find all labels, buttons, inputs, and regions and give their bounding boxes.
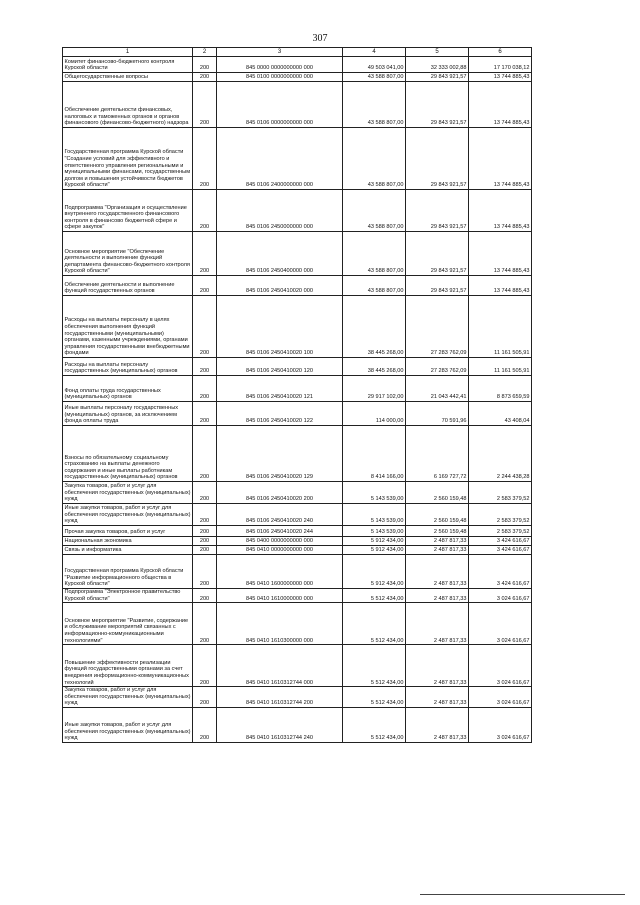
row-col2: 200	[193, 402, 217, 426]
table-row	[63, 707, 532, 742]
row-actual: 29 843 921,57	[406, 128, 469, 190]
row-col2: 200	[193, 687, 217, 708]
row-plan: 5 512 434,00	[343, 603, 406, 645]
header-col-1: 1	[63, 48, 193, 57]
row-col2: 200	[193, 358, 217, 376]
table-row	[63, 426, 532, 482]
row-actual: 2 560 159,48	[406, 482, 469, 504]
row-col2: 200	[193, 555, 217, 589]
row-plan: 49 503 041,00	[343, 57, 406, 73]
row-name: Государственная программа Курской области "Развитие информационного общества в Курской области"	[63, 555, 193, 589]
row-remaining: 3 024 616,67	[469, 603, 532, 645]
row-remaining: 17 170 038,12	[469, 57, 532, 73]
table-row	[63, 555, 532, 589]
row-col2: 200	[193, 426, 217, 482]
row-col2: 200	[193, 603, 217, 645]
row-code: 845 0106 2400000000 000	[217, 128, 343, 190]
table-row	[63, 645, 532, 687]
row-plan: 5 912 434,00	[343, 537, 406, 546]
header-col-4: 4	[343, 48, 406, 57]
row-actual: 2 487 817,33	[406, 589, 469, 603]
row-name: Связь и информатика	[63, 546, 193, 555]
row-name: Основное мероприятие "Обеспечение деятельности и выполнение функций департамента финансово-бюджетного контроля Курской области"	[63, 232, 193, 276]
row-remaining: 11 161 505,91	[469, 296, 532, 358]
row-col2: 200	[193, 645, 217, 687]
row-plan: 8 414 166,00	[343, 426, 406, 482]
row-plan: 5 512 434,00	[343, 645, 406, 687]
page-number: 307	[312, 33, 328, 44]
table-row	[63, 73, 532, 82]
row-name: Расходы на выплаты персоналу в целях обеспечения выполнения функций государственными (муниципальными) органами, казенными учреждениями, органами управления государственными внебюджетными фондами	[63, 296, 193, 358]
row-name: Общегосударственные вопросы	[63, 73, 193, 82]
row-actual: 2 560 159,48	[406, 526, 469, 537]
row-actual: 2 487 817,33	[406, 687, 469, 708]
row-plan: 38 445 268,00	[343, 358, 406, 376]
row-col2: 200	[193, 546, 217, 555]
table-row	[63, 190, 532, 232]
table-row	[63, 603, 532, 645]
row-plan: 43 588 807,00	[343, 276, 406, 296]
row-col2: 200	[193, 73, 217, 82]
row-plan: 5 512 434,00	[343, 687, 406, 708]
row-actual: 29 843 921,57	[406, 73, 469, 82]
table-row	[63, 687, 532, 708]
row-actual: 29 843 921,57	[406, 82, 469, 128]
row-code: 845 0106 2450000000 000	[217, 190, 343, 232]
row-code: 845 0106 2450410020 122	[217, 402, 343, 426]
row-code: 845 0106 2450410020 000	[217, 276, 343, 296]
row-plan: 29 917 102,00	[343, 376, 406, 402]
table-row	[63, 526, 532, 537]
row-code: 845 0106 2450410020 129	[217, 426, 343, 482]
row-remaining: 2 244 438,28	[469, 426, 532, 482]
row-plan: 5 912 434,00	[343, 555, 406, 589]
header-col-5: 5	[406, 48, 469, 57]
row-code: 845 0106 2450410020 240	[217, 504, 343, 526]
row-actual: 70 591,96	[406, 402, 469, 426]
row-col2: 200	[193, 589, 217, 603]
row-name: Расходы на выплаты персоналу государственных (муниципальных) органов	[63, 358, 193, 376]
table-row	[63, 358, 532, 376]
row-remaining: 3 424 616,67	[469, 555, 532, 589]
row-code: 845 0410 1610312744 000	[217, 645, 343, 687]
table-row	[63, 546, 532, 555]
row-remaining: 11 161 505,91	[469, 358, 532, 376]
row-code: 845 0106 2450410020 100	[217, 296, 343, 358]
row-code: 845 0400 0000000000 000	[217, 537, 343, 546]
row-name: Комитет финансово-бюджетного контроля Курской области	[63, 57, 193, 73]
row-plan: 5 143 539,00	[343, 482, 406, 504]
table-row	[63, 128, 532, 190]
row-actual: 27 283 762,09	[406, 358, 469, 376]
table-row	[63, 376, 532, 402]
row-name: Взносы по обязательному социальному страхованию на выплаты денежного содержания и иные выплаты работникам государственных (муниципальных) органов	[63, 426, 193, 482]
row-remaining: 3 424 616,67	[469, 546, 532, 555]
table-row	[63, 57, 532, 73]
row-name: Иные закупки товаров, работ и услуг для обеспечения государственных (муниципальных) нужд	[63, 504, 193, 526]
row-name: Прочая закупка товаров, работ и услуг	[63, 526, 193, 537]
row-col2: 200	[193, 376, 217, 402]
row-name: Подпрограмма "Организация и осуществление внутреннего государственного финансового контроля в финансово бюджетной сфере и сфере закупок"	[63, 190, 193, 232]
row-remaining: 3 024 616,67	[469, 645, 532, 687]
row-actual: 21 043 442,41	[406, 376, 469, 402]
table-row	[63, 537, 532, 546]
table-row	[63, 82, 532, 128]
row-plan: 43 588 807,00	[343, 190, 406, 232]
row-col2: 200	[193, 190, 217, 232]
row-plan: 5 143 539,00	[343, 504, 406, 526]
row-name: Основное мероприятие "Развитие, содержание и обслуживание мероприятий связанных с информационно-коммуникационными технологиями"	[63, 603, 193, 645]
row-actual: 6 169 727,72	[406, 426, 469, 482]
table-row	[63, 296, 532, 358]
row-code: 845 0106 2450400000 000	[217, 232, 343, 276]
row-code: 845 0000 0000000000 000	[217, 57, 343, 73]
row-col2: 200	[193, 296, 217, 358]
row-remaining: 3 024 616,67	[469, 687, 532, 708]
row-actual: 29 843 921,57	[406, 232, 469, 276]
row-col2: 200	[193, 482, 217, 504]
row-remaining: 13 744 885,43	[469, 73, 532, 82]
row-actual: 2 487 817,33	[406, 546, 469, 555]
row-code: 845 0106 2450410020 244	[217, 526, 343, 537]
row-plan: 43 588 807,00	[343, 73, 406, 82]
row-name: Обеспечение деятельности и выполнение функций государственных органов	[63, 276, 193, 296]
row-plan: 5 912 434,00	[343, 546, 406, 555]
row-actual: 32 333 002,88	[406, 57, 469, 73]
row-name: Закупка товаров, работ и услуг для обеспечения государственных (муниципальных) нужд	[63, 482, 193, 504]
header-col-3: 3	[217, 48, 343, 57]
row-actual: 2 487 817,33	[406, 603, 469, 645]
row-actual: 2 560 159,48	[406, 504, 469, 526]
row-name: Иные выплаты персоналу государственных (муниципальных) органов, за исключением фонда оплаты труда	[63, 402, 193, 426]
row-remaining: 43 408,04	[469, 402, 532, 426]
row-code: 845 0410 1610300000 000	[217, 603, 343, 645]
row-plan: 38 445 268,00	[343, 296, 406, 358]
row-remaining: 3 424 616,67	[469, 537, 532, 546]
row-plan: 43 588 807,00	[343, 82, 406, 128]
row-col2: 200	[193, 57, 217, 73]
budget-table	[62, 47, 532, 743]
row-name: Подпрограмма "Электронное правительство Курской области"	[63, 589, 193, 603]
row-col2: 200	[193, 232, 217, 276]
row-plan: 5 512 434,00	[343, 707, 406, 742]
row-code: 845 0106 0000000000 000	[217, 82, 343, 128]
table-row	[63, 402, 532, 426]
row-plan: 5 512 434,00	[343, 589, 406, 603]
table-row	[63, 504, 532, 526]
row-code: 845 0106 2450410020 200	[217, 482, 343, 504]
row-plan: 114 000,00	[343, 402, 406, 426]
row-remaining: 13 744 885,43	[469, 232, 532, 276]
row-name: Государственная программа Курской области "Создание условий для эффективного и ответственного управления региональными и муниципальными финансами, государственным долгом и повышения устойчивости бюджетов Курской области"	[63, 128, 193, 190]
row-actual: 2 487 817,33	[406, 537, 469, 546]
row-name: Закупка товаров, работ и услуг для обеспечения государственных (муниципальных) нужд	[63, 687, 193, 708]
row-code: 845 0100 0000000000 000	[217, 73, 343, 82]
row-actual: 2 487 817,33	[406, 645, 469, 687]
row-actual: 29 843 921,57	[406, 276, 469, 296]
table-row	[63, 276, 532, 296]
header-col-2: 2	[193, 48, 217, 57]
row-col2: 200	[193, 526, 217, 537]
table-row	[63, 589, 532, 603]
footer-rule	[420, 894, 625, 895]
header-row	[63, 48, 532, 57]
row-remaining: 2 583 379,52	[469, 526, 532, 537]
row-plan: 43 588 807,00	[343, 232, 406, 276]
row-actual: 2 487 817,33	[406, 707, 469, 742]
row-remaining: 3 024 616,67	[469, 707, 532, 742]
row-col2: 200	[193, 82, 217, 128]
row-remaining: 13 744 885,43	[469, 190, 532, 232]
row-name: Иные закупки товаров, работ и услуг для обеспечения государственных (муниципальных) нужд	[63, 707, 193, 742]
row-remaining: 13 744 885,43	[469, 276, 532, 296]
row-col2: 200	[193, 276, 217, 296]
row-remaining: 13 744 885,43	[469, 82, 532, 128]
row-actual: 2 487 817,33	[406, 555, 469, 589]
header-col-6: 6	[469, 48, 532, 57]
row-remaining: 8 873 659,59	[469, 376, 532, 402]
row-name: Повышение эффективности реализации функций государственными органами за счет внедрения информационно-коммуникационных технологий	[63, 645, 193, 687]
row-code: 845 0106 2450410020 121	[217, 376, 343, 402]
row-name: Фонд оплаты труда государственных (муниципальных) органов	[63, 376, 193, 402]
row-remaining: 2 583 379,52	[469, 504, 532, 526]
row-name: Национальная экономика	[63, 537, 193, 546]
row-code: 845 0410 0000000000 000	[217, 546, 343, 555]
row-name: Обеспечение деятельности финансовых, налоговых и таможенных органов и органов финансового (финансово-бюджетного) надзора	[63, 82, 193, 128]
row-plan: 43 588 807,00	[343, 128, 406, 190]
row-code: 845 0410 1610000000 000	[217, 589, 343, 603]
table-row	[63, 232, 532, 276]
row-col2: 200	[193, 537, 217, 546]
row-col2: 200	[193, 504, 217, 526]
row-code: 845 0410 1610312744 200	[217, 687, 343, 708]
row-actual: 27 283 762,09	[406, 296, 469, 358]
row-remaining: 13 744 885,43	[469, 128, 532, 190]
row-code: 845 0410 1610312744 240	[217, 707, 343, 742]
row-code: 845 0410 1600000000 000	[217, 555, 343, 589]
row-col2: 200	[193, 128, 217, 190]
row-remaining: 3 024 616,67	[469, 589, 532, 603]
row-col2: 200	[193, 707, 217, 742]
row-plan: 5 143 539,00	[343, 526, 406, 537]
table-row	[63, 482, 532, 504]
row-code: 845 0106 2450410020 120	[217, 358, 343, 376]
row-remaining: 2 583 379,52	[469, 482, 532, 504]
row-actual: 29 843 921,57	[406, 190, 469, 232]
